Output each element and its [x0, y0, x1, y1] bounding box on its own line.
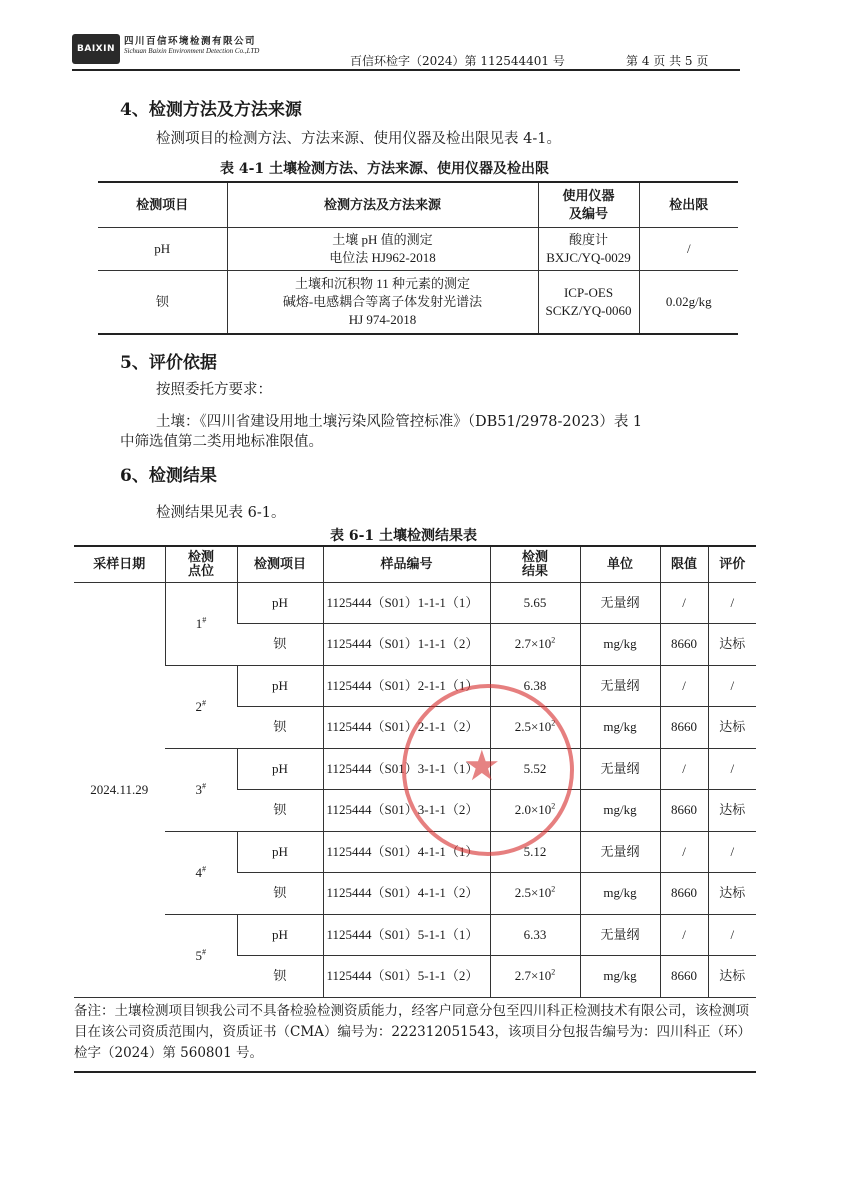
cell-method: 土壤和沉积物 11 种元素的测定 碱熔-电感耦合等离子体发射光谱法 HJ 974-2018	[227, 270, 538, 334]
header-divider	[72, 69, 740, 71]
col-header-eval: 评价	[708, 546, 756, 582]
cell-result: 6.38	[490, 665, 580, 707]
section-5-line-2: 土壤：《四川省建设用地土壤污染风险管控标准》（DB51/2978-2023）表 1	[156, 414, 643, 430]
cell-eval: 达标	[708, 956, 756, 998]
cell-unit: 无量纲	[580, 831, 660, 873]
company-name-en: Sichuan Baixin Environment Detection Co.,LTD	[124, 47, 260, 55]
cell-result: 5.65	[490, 582, 580, 624]
cell-sample: 1125444（S01）4-1-1（2）	[323, 873, 490, 915]
cell-item: pH	[237, 665, 323, 707]
col-header-unit: 单位	[580, 546, 660, 582]
col-header-instrument: 使用仪器 及编号	[538, 182, 639, 227]
cell-eval: /	[708, 665, 756, 707]
cell-limit: 8660	[660, 873, 708, 915]
cell-limit: 8660	[660, 956, 708, 998]
cell-limit: 8660	[660, 790, 708, 832]
cell-sample: 1125444（S01）5-1-1（1）	[323, 914, 490, 956]
cell-eval: 达标	[708, 624, 756, 666]
table-row	[98, 270, 738, 334]
cell-eval: /	[708, 914, 756, 956]
table-row	[74, 665, 756, 707]
col-header-limit: 限值	[660, 546, 708, 582]
cell-eval: /	[708, 831, 756, 873]
cell-sample: 1125444（S01）5-1-1（2）	[323, 956, 490, 998]
table-row	[74, 582, 756, 624]
cell-point: 4#	[165, 831, 237, 914]
page-number: 第 4 页 共 5 页	[626, 54, 709, 68]
col-header-date: 采样日期	[74, 546, 165, 582]
cell-method: 土壤 pH 值的测定 电位法 HJ962-2018	[227, 227, 538, 270]
cell-unit: 无量纲	[580, 748, 660, 790]
cell-result: $2.7\times 10^2$	[490, 624, 580, 666]
remark-note: 备注：土壤检测项目钡我公司不具备检验检测资质能力，经客户同意分包至四川科正检测技术有限公司，该检测项目在该公司资质范围内，资质证书（CMA）编号为：222312051543，该项目分包报告编号为：四川科正（环）检字（2024）第 560801 号。	[74, 1003, 751, 1061]
cell-eval: /	[708, 582, 756, 624]
cell-unit: mg/kg	[580, 873, 660, 915]
cell-point: 1#	[165, 582, 237, 665]
cell-item: 钡	[237, 707, 323, 749]
cell-limit: /	[660, 914, 708, 956]
cell-instrument: ICP-OES SCKZ/YQ-0060	[538, 270, 639, 334]
cell-point: 3#	[165, 748, 237, 831]
cell-point: 2#	[165, 665, 237, 748]
cell-sample: 1125444（S01）1-1-1（1）	[323, 582, 490, 624]
cell-result: $2.7\times 10^2$	[490, 956, 580, 998]
cell-sample: 1125444（S01）3-1-1（2）	[323, 790, 490, 832]
col-header-point: 检测 点位	[165, 546, 237, 582]
cell-unit: 无量纲	[580, 665, 660, 707]
cell-point: 5#	[165, 914, 237, 997]
col-header-item: 检测项目	[98, 182, 227, 227]
section-5-line-3: 中筛选值第二类用地标准限值。	[120, 434, 323, 450]
col-header-result: 检测 结果	[490, 546, 580, 582]
cell-limit: 8660	[660, 624, 708, 666]
cell-result: $2.0\times 10^2$	[490, 790, 580, 832]
cell-item: 钡	[237, 873, 323, 915]
method-table	[98, 181, 738, 335]
seal-star-icon: ★	[463, 741, 501, 790]
cell-limit: 8660	[660, 707, 708, 749]
cell-eval: 达标	[708, 707, 756, 749]
cell-unit: 无量纲	[580, 582, 660, 624]
cell-limit: /	[639, 227, 738, 270]
section-5-heading: 5、评价依据	[120, 353, 217, 373]
company-name-cn: 四川百信环境检测有限公司	[124, 36, 257, 47]
col-header-sample: 样品编号	[323, 546, 490, 582]
cell-unit: mg/kg	[580, 624, 660, 666]
cell-sample: 1125444（S01）2-1-1（2）	[323, 707, 490, 749]
table-row	[74, 914, 756, 956]
cell-limit: /	[660, 831, 708, 873]
table-row	[74, 831, 756, 873]
table-header-row	[98, 182, 738, 227]
cell-unit: mg/kg	[580, 790, 660, 832]
cell-result: 6.33	[490, 914, 580, 956]
cell-item: 钡	[237, 956, 323, 998]
cell-instrument: 酸度计 BXJC/YQ-0029	[538, 227, 639, 270]
cell-eval: 达标	[708, 790, 756, 832]
cell-item: pH	[237, 582, 323, 624]
section-6-intro: 检测结果见表 6-1。	[156, 505, 286, 521]
cell-limit: /	[660, 748, 708, 790]
cell-limit: 0.02g/kg	[639, 270, 738, 334]
company-logo	[72, 34, 120, 64]
cell-sample: 1125444（S01）1-1-1（2）	[323, 624, 490, 666]
table-6-1-caption: 表 6-1 土壤检测结果表	[330, 528, 478, 544]
cell-item: pH	[237, 831, 323, 873]
section-4-intro: 检测项目的检测方法、方法来源、使用仪器及检出限见表 4-1。	[156, 131, 561, 147]
cell-result: $2.5\times 10^2$	[490, 707, 580, 749]
cell-item: 钡	[237, 790, 323, 832]
cell-item: 钡	[155, 293, 169, 309]
cell-item: 钡	[237, 624, 323, 666]
cell-unit: 无量纲	[580, 914, 660, 956]
cell-unit: mg/kg	[580, 956, 660, 998]
col-header-method: 检测方法及方法来源	[227, 182, 538, 227]
table-header-row	[74, 546, 756, 582]
cell-limit: /	[660, 665, 708, 707]
section-6-heading: 6、检测结果	[120, 466, 217, 486]
cell-date: 2024.11.29	[74, 582, 165, 997]
cell-unit: mg/kg	[580, 707, 660, 749]
footer-divider	[74, 1071, 756, 1073]
cell-item: pH	[237, 748, 323, 790]
section-4-heading: 4、检测方法及方法来源	[120, 100, 302, 120]
cell-result: 5.12	[490, 831, 580, 873]
col-header-limit: 检出限	[639, 182, 738, 227]
cell-sample: 1125444（S01）3-1-1（1）	[323, 748, 490, 790]
section-5-line-1: 按照委托方要求：	[156, 382, 272, 398]
cell-item: pH	[237, 914, 323, 956]
cell-eval: 达标	[708, 873, 756, 915]
col-header-item: 检测项目	[237, 546, 323, 582]
table-4-1-caption: 表 4-1 土壤检测方法、方法来源、使用仪器及检出限	[220, 161, 550, 177]
cell-result: 5.52	[490, 748, 580, 790]
cell-sample: 1125444（S01）2-1-1（1）	[323, 665, 490, 707]
cell-sample: 1125444（S01）4-1-1（1）	[323, 831, 490, 873]
cell-eval: /	[708, 748, 756, 790]
table-row	[98, 227, 738, 270]
cell-result: $2.5\times 10^2$	[490, 873, 580, 915]
cell-item: pH	[98, 227, 227, 270]
report-number: 百信环检字（2024）第 112544401 号	[350, 54, 565, 68]
cell-limit: /	[660, 582, 708, 624]
logo-text: BAIXIN	[77, 44, 115, 54]
